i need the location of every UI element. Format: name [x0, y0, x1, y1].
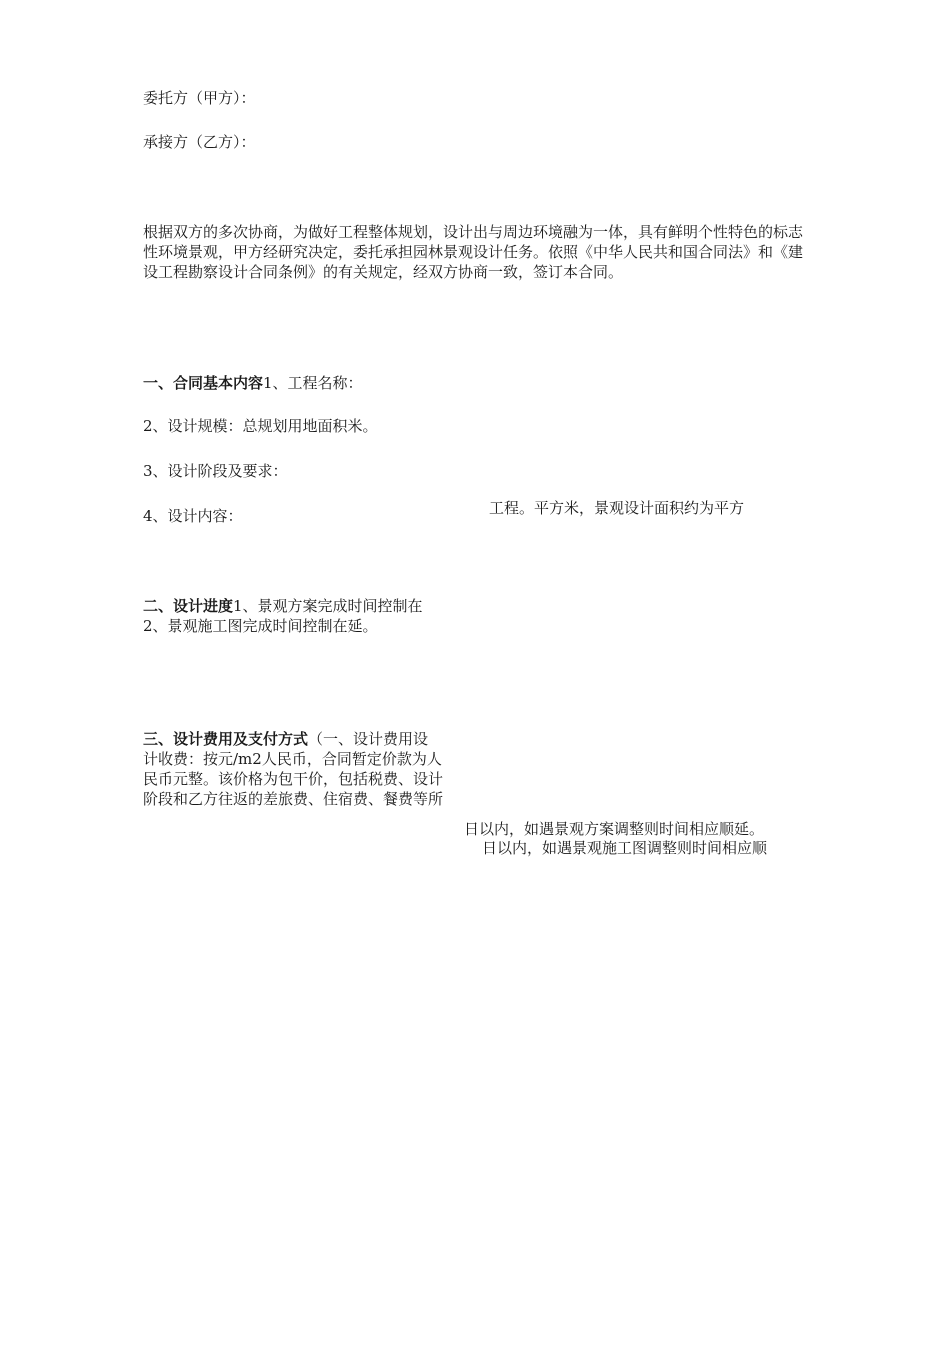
section2-paragraph: [143, 596, 443, 636]
section3-paragraph: [143, 729, 443, 809]
section1-item2: 2、设计规模：总规划用地面积米。: [143, 417, 378, 435]
section2-body: 1、景观方案完成时间控制在2、景观施工图完成时间控制在延。: [143, 597, 423, 635]
contractor-party-label: 承接方（乙方）：: [143, 133, 256, 151]
right-note-line2: 日以内，如遇景观施工图调整则时间相应顺: [482, 839, 768, 857]
section1-item4: 4、设计内容：: [143, 507, 243, 525]
section1-item1: 1、工程名称：: [263, 374, 363, 392]
section1-line: [143, 373, 363, 393]
right-note-line1: 日以内，如遇景观方案调整则时间相应顺延。: [464, 820, 765, 838]
section3-body: （一、设计费用设计收费：按元/m2人民币，合同暂定价款为人民币元整。该价格为包干价，包括税费、设计阶段和乙方往返的差旅费、住宿费、餐费等所: [143, 730, 444, 808]
section1-item3: 3、设计阶段及要求：: [143, 462, 288, 480]
section3-heading: 三、设计费用及支付方式: [143, 730, 309, 748]
section1-heading: 一、合同基本内容: [143, 374, 264, 392]
section1-right-note: 工程。平方米，景观设计面积约为平方: [489, 499, 745, 517]
intro-paragraph: 根据双方的多次协商，为做好工程整体规划，设计出与周边环境融为一体，具有鲜明个性特色的标志性环境景观，甲方经研究决定，委托承担园林景观设计任务。依照《中华人民共和国合同法》和《建设工程勘察设计合同条例》的有关规定，经双方协商一致，签订本合同。: [143, 223, 804, 281]
client-party-label: 委托方（甲方）：: [143, 89, 256, 107]
section2-heading: 二、设计进度: [143, 597, 234, 615]
